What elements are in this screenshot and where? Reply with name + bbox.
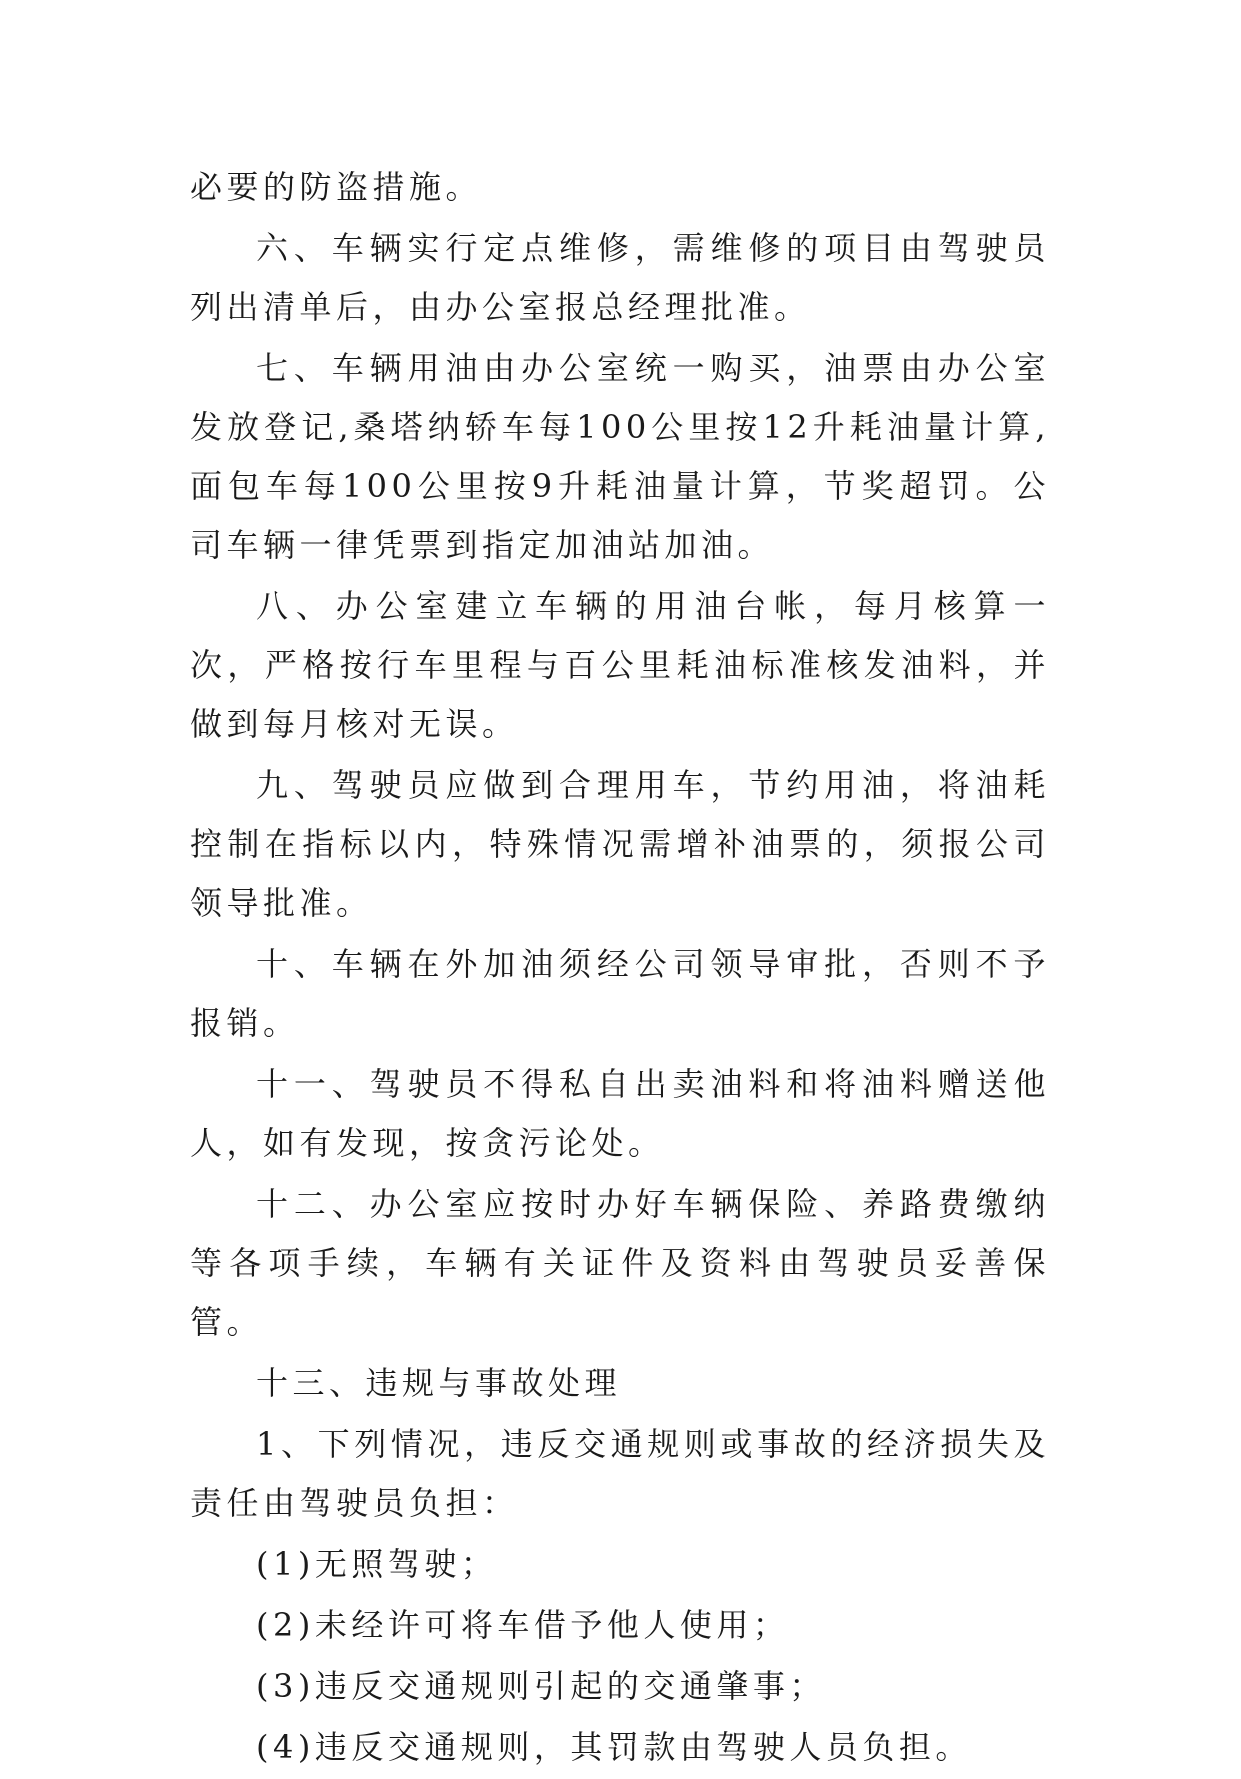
document-body xyxy=(190,158,1050,1779)
paragraph-article-12: 十二、办公室应按时办好车辆保险、养路费缴纳等各项手续，车辆有关证件及资料由驾驶员妥善保管。 xyxy=(190,1185,1050,1341)
paragraph-article-10: 十、车辆在外加油须经公司领导审批，否则不予报销。 xyxy=(190,945,1050,1042)
list-item: (2)未经许可将车借予他人使用； xyxy=(256,1606,790,1644)
list-item: (4)违反交通规则，其罚款由驾驶人员负担。 xyxy=(256,1728,972,1766)
paragraph-clause-1: 1、下列情况，违反交通规则或事故的经济损失及责任由驾驶员负担： xyxy=(190,1425,1050,1522)
paragraph-article-9: 九、驾驶员应做到合理用车，节约用油，将油耗控制在指标以内，特殊情况需增补油票的，须报公司领导批准。 xyxy=(190,766,1050,922)
paragraph-article-11: 十一、驾驶员不得私自出卖油料和将油料赠送他人，如有发现，按贪污论处。 xyxy=(190,1065,1050,1162)
paragraph-article-7: 七、车辆用油由办公室统一购买，油票由办公室发放登记,桑塔纳轿车每100公里按12升耗油量计算,面包车每100公里按9升耗油量计算，节奖超罚。公司车辆一律凭票到指定加油站加油。 xyxy=(190,349,1050,564)
paragraph-article-8: 八、办公室建立车辆的用油台帐，每月核算一次，严格按行车里程与百公里耗油标准核发油料，并做到每月核对无误。 xyxy=(190,587,1050,743)
paragraph-article-13-heading: 十三、违规与事故处理 xyxy=(256,1364,622,1402)
paragraph-continuation: 必要的防盗措施。 xyxy=(190,168,483,206)
list-item: (3)违反交通规则引起的交通肇事； xyxy=(256,1667,826,1705)
list-item: (1)无照驾驶； xyxy=(256,1545,498,1583)
paragraph-article-6: 六、车辆实行定点维修，需维修的项目由驾驶员列出清单后，由办公室报总经理批准。 xyxy=(190,229,1050,326)
